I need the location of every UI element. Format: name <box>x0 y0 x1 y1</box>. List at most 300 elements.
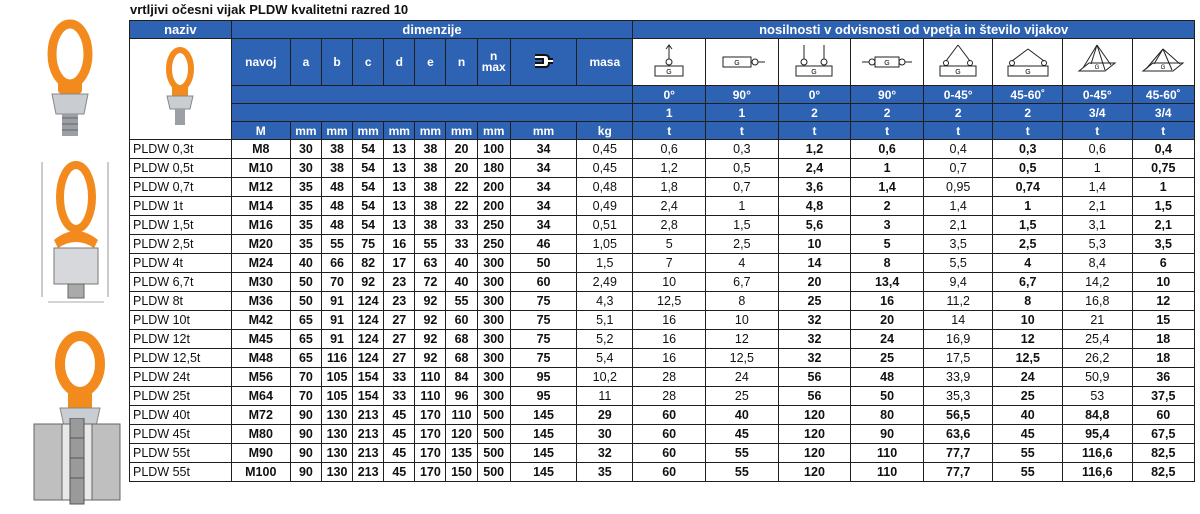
cell-load-6: 45 <box>993 425 1063 444</box>
double-vertical-lift-icon <box>778 39 851 86</box>
wrench-size-icon <box>531 52 557 70</box>
cell-a: 30 <box>290 159 321 178</box>
table-row <box>130 330 1195 349</box>
cell-c: 213 <box>353 444 384 463</box>
cell-d: 23 <box>384 273 415 292</box>
cell-load-4: 0,6 <box>851 140 924 159</box>
cell-navoj: M10 <box>231 159 290 178</box>
cell-load-4: 13,4 <box>851 273 924 292</box>
cell-load-8: 15 <box>1132 311 1194 330</box>
count-1: 1 <box>633 104 706 122</box>
cell-b: 130 <box>321 425 352 444</box>
cell-masa: 0,51 <box>577 216 633 235</box>
cell-c: 124 <box>353 330 384 349</box>
cell-load-1: 28 <box>633 387 706 406</box>
cell-load-7: 50,9 <box>1063 368 1133 387</box>
cell-load-3: 32 <box>778 311 851 330</box>
cell-load-4: 110 <box>851 463 924 482</box>
count-5: 2 <box>923 104 993 122</box>
cell-c: 124 <box>353 292 384 311</box>
cell-masa: 29 <box>577 406 633 425</box>
cell-a: 90 <box>290 463 321 482</box>
cell-wrench: 50 <box>510 254 576 273</box>
cell-nmax: 250 <box>477 235 510 254</box>
cell-load-6: 25 <box>993 387 1063 406</box>
cell-masa: 2,49 <box>577 273 633 292</box>
cell-naziv: PLDW 0,5t <box>130 159 232 178</box>
svg-text:G: G <box>1094 64 1100 71</box>
cell-c: 75 <box>353 235 384 254</box>
count-3: 2 <box>778 104 851 122</box>
cell-load-6: 6,7 <box>993 273 1063 292</box>
spec-table-body <box>130 140 1195 482</box>
cell-load-8: 2,1 <box>1132 216 1194 235</box>
svg-text:G: G <box>884 59 890 67</box>
cell-load-8: 3,5 <box>1132 235 1194 254</box>
cell-b: 91 <box>321 292 352 311</box>
cell-load-6: 12,5 <box>993 349 1063 368</box>
angle-3: 0° <box>778 86 851 104</box>
unit-d: mm <box>384 122 415 140</box>
cell-c: 213 <box>353 463 384 482</box>
cell-load-5: 9,4 <box>923 273 993 292</box>
table-row <box>130 463 1195 482</box>
cell-load-6: 10 <box>993 311 1063 330</box>
cell-load-2: 6,7 <box>706 273 779 292</box>
cell-d: 16 <box>384 235 415 254</box>
cell-n: 110 <box>446 406 477 425</box>
cell-load-5: 35,3 <box>923 387 993 406</box>
single-side-lift-icon <box>706 39 779 86</box>
cell-d: 45 <box>384 444 415 463</box>
cell-wrench: 95 <box>510 387 576 406</box>
header-nosilnosti: nosilnosti v odvisnosti od vpetja in število vijakov <box>633 21 1195 39</box>
cell-load-3: 10 <box>778 235 851 254</box>
cell-naziv: PLDW 12t <box>130 330 232 349</box>
cell-wrench: 75 <box>510 292 576 311</box>
cell-a: 40 <box>290 254 321 273</box>
svg-text:G: G <box>955 68 961 76</box>
cell-a: 90 <box>290 444 321 463</box>
cell-load-5: 0,95 <box>923 178 993 197</box>
col-masa: masa <box>577 39 633 86</box>
four-leg-sling-high-angle-icon <box>1132 39 1194 86</box>
cell-load-5: 14 <box>923 311 993 330</box>
cell-nmax: 500 <box>477 406 510 425</box>
count-6: 2 <box>993 104 1063 122</box>
cell-load-6: 1 <box>993 197 1063 216</box>
cell-load-4: 16 <box>851 292 924 311</box>
cell-wrench: 60 <box>510 273 576 292</box>
cell-load-7: 116,6 <box>1063 444 1133 463</box>
two-leg-sling-high-angle-icon <box>993 39 1063 86</box>
cell-n: 84 <box>446 368 477 387</box>
unit-load-2: t <box>706 122 779 140</box>
col-e: e <box>415 39 446 86</box>
cell-n: 33 <box>446 216 477 235</box>
cell-masa: 35 <box>577 463 633 482</box>
cell-d: 13 <box>384 159 415 178</box>
cell-load-4: 80 <box>851 406 924 425</box>
cell-navoj: M36 <box>231 292 290 311</box>
unit-n: mm <box>446 122 477 140</box>
cell-a: 35 <box>290 235 321 254</box>
cell-d: 33 <box>384 387 415 406</box>
cell-load-8: 10 <box>1132 273 1194 292</box>
col-n-max: n max <box>477 39 510 86</box>
col-navoj: navoj <box>231 39 290 86</box>
cell-b: 38 <box>321 140 352 159</box>
cell-masa: 30 <box>577 425 633 444</box>
cell-a: 90 <box>290 425 321 444</box>
table-row <box>130 444 1195 463</box>
cell-load-6: 8 <box>993 292 1063 311</box>
cell-load-5: 16,9 <box>923 330 993 349</box>
cell-masa: 10,2 <box>577 368 633 387</box>
cell-naziv: PLDW 2,5t <box>130 235 232 254</box>
cell-c: 154 <box>353 368 384 387</box>
cell-nmax: 300 <box>477 254 510 273</box>
cell-b: 91 <box>321 311 352 330</box>
svg-text:G: G <box>1025 68 1031 76</box>
cell-c: 154 <box>353 387 384 406</box>
angle-5: 0-45° <box>923 86 993 104</box>
cell-naziv: PLDW 6,7t <box>130 273 232 292</box>
cell-wrench: 75 <box>510 349 576 368</box>
cell-a: 90 <box>290 406 321 425</box>
cell-load-3: 56 <box>778 387 851 406</box>
cell-masa: 11 <box>577 387 633 406</box>
cell-nmax: 300 <box>477 349 510 368</box>
cell-b: 105 <box>321 387 352 406</box>
cell-d: 13 <box>384 197 415 216</box>
cell-navoj: M100 <box>231 463 290 482</box>
cell-e: 92 <box>415 292 446 311</box>
cell-wrench: 34 <box>510 178 576 197</box>
naziv-eyebolt-image <box>130 39 232 140</box>
cell-load-7: 26,2 <box>1063 349 1133 368</box>
count-2: 1 <box>706 104 779 122</box>
cell-load-5: 77,7 <box>923 444 993 463</box>
cell-naziv: PLDW 10t <box>130 311 232 330</box>
cell-d: 13 <box>384 178 415 197</box>
angle-2: 90° <box>706 86 779 104</box>
table-row <box>130 406 1195 425</box>
cell-load-1: 5 <box>633 235 706 254</box>
cell-load-2: 12,5 <box>706 349 779 368</box>
cell-masa: 0,48 <box>577 178 633 197</box>
cell-wrench: 34 <box>510 140 576 159</box>
cell-load-6: 0,3 <box>993 140 1063 159</box>
cell-b: 66 <box>321 254 352 273</box>
cell-load-4: 24 <box>851 330 924 349</box>
cell-c: 213 <box>353 425 384 444</box>
cell-load-3: 2,4 <box>778 159 851 178</box>
cell-nmax: 500 <box>477 463 510 482</box>
cell-nmax: 300 <box>477 292 510 311</box>
product-images <box>0 0 128 514</box>
cell-masa: 0,49 <box>577 197 633 216</box>
cell-load-2: 8 <box>706 292 779 311</box>
cell-load-7: 53 <box>1063 387 1133 406</box>
cell-n: 22 <box>446 178 477 197</box>
cell-load-2: 1 <box>706 197 779 216</box>
cell-load-3: 120 <box>778 463 851 482</box>
dim-blank-angle-row <box>231 86 633 104</box>
cell-load-8: 0,4 <box>1132 140 1194 159</box>
cell-navoj: M72 <box>231 406 290 425</box>
cell-nmax: 300 <box>477 330 510 349</box>
cell-load-3: 1,2 <box>778 140 851 159</box>
header-dimenzije: dimenzije <box>231 21 633 39</box>
cell-nmax: 300 <box>477 387 510 406</box>
cell-n: 68 <box>446 330 477 349</box>
cell-e: 72 <box>415 273 446 292</box>
cell-load-1: 2,4 <box>633 197 706 216</box>
cell-e: 92 <box>415 311 446 330</box>
cell-load-7: 5,3 <box>1063 235 1133 254</box>
cell-load-2: 45 <box>706 425 779 444</box>
cell-d: 27 <box>384 330 415 349</box>
cell-load-1: 16 <box>633 349 706 368</box>
cell-c: 54 <box>353 140 384 159</box>
cell-load-6: 24 <box>993 368 1063 387</box>
cell-e: 38 <box>415 216 446 235</box>
unit-b: mm <box>321 122 352 140</box>
cell-b: 116 <box>321 349 352 368</box>
cell-a: 35 <box>290 178 321 197</box>
cell-e: 38 <box>415 140 446 159</box>
cell-e: 92 <box>415 349 446 368</box>
cell-load-4: 48 <box>851 368 924 387</box>
table-row <box>130 349 1195 368</box>
cell-load-2: 55 <box>706 444 779 463</box>
angle-8: 45-60˚ <box>1132 86 1194 104</box>
cell-load-1: 2,8 <box>633 216 706 235</box>
cell-load-5: 0,7 <box>923 159 993 178</box>
cell-a: 50 <box>290 273 321 292</box>
cell-load-8: 0,75 <box>1132 159 1194 178</box>
cell-a: 70 <box>290 387 321 406</box>
cell-d: 33 <box>384 368 415 387</box>
cell-load-5: 0,4 <box>923 140 993 159</box>
cell-b: 130 <box>321 463 352 482</box>
eyebolt-photo <box>40 14 100 144</box>
col-a: a <box>290 39 321 86</box>
cell-load-1: 28 <box>633 368 706 387</box>
cell-navoj: M48 <box>231 349 290 368</box>
count-8: 3/4 <box>1132 104 1194 122</box>
cell-load-4: 8 <box>851 254 924 273</box>
table-row <box>130 425 1195 444</box>
cell-load-2: 24 <box>706 368 779 387</box>
cell-load-3: 120 <box>778 406 851 425</box>
installation-cross-section <box>30 418 126 510</box>
unit-load-6: t <box>993 122 1063 140</box>
cell-load-5: 56,5 <box>923 406 993 425</box>
unit-load-8: t <box>1132 122 1194 140</box>
cell-nmax: 500 <box>477 444 510 463</box>
cell-load-2: 0,3 <box>706 140 779 159</box>
cell-c: 54 <box>353 197 384 216</box>
cell-navoj: M12 <box>231 178 290 197</box>
cell-load-3: 32 <box>778 349 851 368</box>
unit-wrench: mm <box>510 122 576 140</box>
cell-navoj: M42 <box>231 311 290 330</box>
cell-load-8: 6 <box>1132 254 1194 273</box>
cell-load-7: 1,4 <box>1063 178 1133 197</box>
single-vertical-lift-icon <box>633 39 706 86</box>
cell-load-3: 32 <box>778 330 851 349</box>
cell-wrench: 145 <box>510 425 576 444</box>
cell-navoj: M30 <box>231 273 290 292</box>
page-title: vrtljivi očesni vijak PLDW kvalitetni razred 10 <box>130 2 409 17</box>
table-row <box>130 159 1195 178</box>
four-leg-sling-low-angle-icon <box>1063 39 1133 86</box>
table-row <box>130 140 1195 159</box>
cell-load-6: 40 <box>993 406 1063 425</box>
cell-b: 91 <box>321 330 352 349</box>
cell-load-7: 25,4 <box>1063 330 1133 349</box>
unit-load-5: t <box>923 122 993 140</box>
col-wrench <box>510 39 576 86</box>
cell-masa: 5,1 <box>577 311 633 330</box>
cell-nmax: 250 <box>477 216 510 235</box>
cell-e: 92 <box>415 330 446 349</box>
cell-b: 70 <box>321 273 352 292</box>
cell-nmax: 200 <box>477 178 510 197</box>
cell-a: 35 <box>290 216 321 235</box>
cell-d: 45 <box>384 425 415 444</box>
count-4: 2 <box>851 104 924 122</box>
cell-n: 40 <box>446 273 477 292</box>
cell-load-5: 63,6 <box>923 425 993 444</box>
cell-load-8: 82,5 <box>1132 463 1194 482</box>
cell-e: 170 <box>415 425 446 444</box>
unit-a: mm <box>290 122 321 140</box>
unit-load-7: t <box>1063 122 1133 140</box>
cell-b: 48 <box>321 216 352 235</box>
cell-a: 50 <box>290 292 321 311</box>
cell-navoj: M64 <box>231 387 290 406</box>
cell-naziv: PLDW 0,3t <box>130 140 232 159</box>
angle-7: 0-45° <box>1063 86 1133 104</box>
cell-wrench: 145 <box>510 463 576 482</box>
table-row <box>130 197 1195 216</box>
cell-n: 55 <box>446 292 477 311</box>
unit-load-1: t <box>633 122 706 140</box>
cell-load-2: 55 <box>706 463 779 482</box>
cell-navoj: M90 <box>231 444 290 463</box>
cell-naziv: PLDW 45t <box>130 425 232 444</box>
cell-load-1: 10 <box>633 273 706 292</box>
unit-n-max: mm <box>477 122 510 140</box>
cell-load-8: 1 <box>1132 178 1194 197</box>
cell-a: 65 <box>290 330 321 349</box>
cell-naziv: PLDW 24t <box>130 368 232 387</box>
angle-4: 90° <box>851 86 924 104</box>
cell-load-3: 120 <box>778 444 851 463</box>
cell-naziv: PLDW 40t <box>130 406 232 425</box>
cell-load-4: 110 <box>851 444 924 463</box>
cell-load-3: 3,6 <box>778 178 851 197</box>
cell-n: 120 <box>446 425 477 444</box>
cell-b: 130 <box>321 406 352 425</box>
cell-load-7: 8,4 <box>1063 254 1133 273</box>
col-c: c <box>353 39 384 86</box>
cell-naziv: PLDW 0,7t <box>130 178 232 197</box>
cell-load-2: 2,5 <box>706 235 779 254</box>
cell-load-6: 0,74 <box>993 178 1063 197</box>
cell-load-7: 0,6 <box>1063 140 1133 159</box>
cell-c: 213 <box>353 406 384 425</box>
table-row <box>130 178 1195 197</box>
cell-e: 38 <box>415 159 446 178</box>
cell-load-7: 14,2 <box>1063 273 1133 292</box>
cell-load-2: 1,5 <box>706 216 779 235</box>
cell-load-3: 120 <box>778 425 851 444</box>
cell-masa: 5,4 <box>577 349 633 368</box>
cell-load-8: 18 <box>1132 349 1194 368</box>
cell-load-6: 1,5 <box>993 216 1063 235</box>
table-row <box>130 387 1195 406</box>
cell-n: 20 <box>446 140 477 159</box>
cell-e: 170 <box>415 406 446 425</box>
svg-text:G: G <box>666 68 672 76</box>
cell-load-5: 17,5 <box>923 349 993 368</box>
cell-e: 38 <box>415 178 446 197</box>
cell-e: 55 <box>415 235 446 254</box>
table-row <box>130 235 1195 254</box>
cell-load-1: 60 <box>633 463 706 482</box>
cell-e: 110 <box>415 387 446 406</box>
cell-load-2: 0,5 <box>706 159 779 178</box>
cell-load-3: 20 <box>778 273 851 292</box>
cell-b: 48 <box>321 197 352 216</box>
angle-1: 0° <box>633 86 706 104</box>
cell-load-7: 1 <box>1063 159 1133 178</box>
cell-load-1: 1,2 <box>633 159 706 178</box>
cell-load-4: 5 <box>851 235 924 254</box>
cell-b: 105 <box>321 368 352 387</box>
unit-load-4: t <box>851 122 924 140</box>
cell-load-5: 3,5 <box>923 235 993 254</box>
cell-b: 130 <box>321 444 352 463</box>
unit-masa: kg <box>577 122 633 140</box>
cell-load-2: 0,7 <box>706 178 779 197</box>
cell-n: 96 <box>446 387 477 406</box>
cell-load-7: 95,4 <box>1063 425 1133 444</box>
cell-naziv: PLDW 1,5t <box>130 216 232 235</box>
cell-load-7: 3,1 <box>1063 216 1133 235</box>
cell-c: 82 <box>353 254 384 273</box>
cell-c: 124 <box>353 311 384 330</box>
cell-load-8: 12 <box>1132 292 1194 311</box>
cell-load-5: 2,1 <box>923 216 993 235</box>
cell-load-4: 2 <box>851 197 924 216</box>
cell-nmax: 500 <box>477 425 510 444</box>
cell-load-1: 60 <box>633 444 706 463</box>
cell-load-4: 90 <box>851 425 924 444</box>
cell-naziv: PLDW 1t <box>130 197 232 216</box>
dim-blank-count-row <box>231 104 633 122</box>
cell-masa: 5,2 <box>577 330 633 349</box>
cell-b: 48 <box>321 178 352 197</box>
cell-load-8: 82,5 <box>1132 444 1194 463</box>
cell-load-7: 2,1 <box>1063 197 1133 216</box>
table-row <box>130 292 1195 311</box>
svg-text:G: G <box>811 68 818 76</box>
